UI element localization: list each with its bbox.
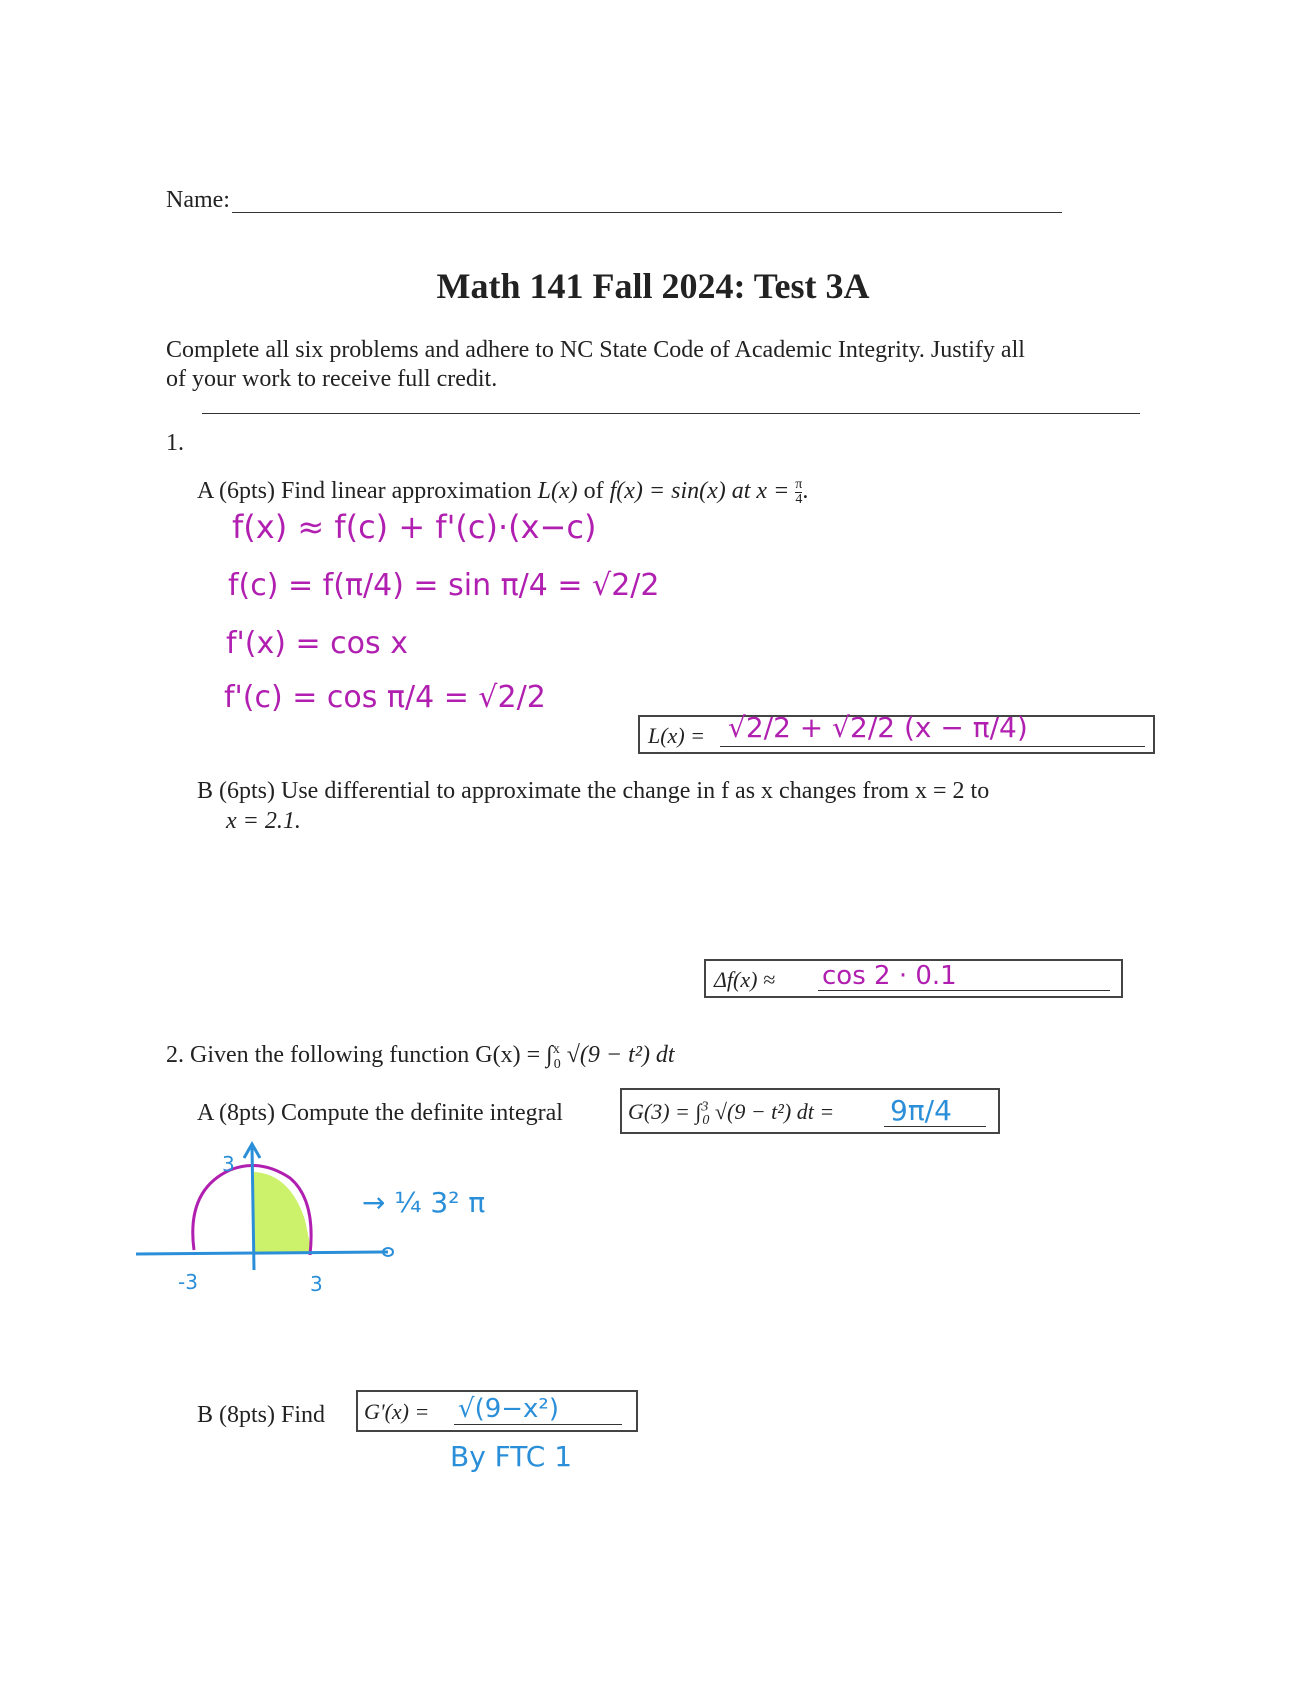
problem-1-number: 1. (166, 430, 184, 456)
answer-box-1b[interactable] (704, 959, 1123, 998)
problem-2a-prompt: A (8pts) Compute the definite integral (197, 1100, 563, 1126)
work-line-3: f'(x) = cos x (226, 626, 408, 661)
sketch-note: → ¼ 3² π (362, 1186, 486, 1219)
x-axis (136, 1252, 388, 1254)
answer-box-2b[interactable] (356, 1390, 638, 1432)
answer-label-1b: Δf(x) ≈ (714, 967, 776, 992)
divider (202, 413, 1140, 414)
answer-box-1a[interactable] (638, 711, 1155, 754)
answer-2b-note: By FTC 1 (450, 1440, 573, 1473)
y-axis (252, 1146, 254, 1270)
name-label: Name: (166, 187, 230, 213)
sketch-label-left: -3 (178, 1270, 198, 1294)
answer-1b: cos 2 · 0.1 (822, 961, 957, 991)
instructions-line-1: Complete all six problems and adhere to NC State Code of Academic Integrity. Justify all (166, 337, 1025, 363)
name-field[interactable] (232, 212, 1062, 213)
answer-2a: 9π/4 (890, 1094, 952, 1127)
answer-label-2b: G'(x) = (364, 1399, 430, 1424)
sketch-label-top: 3 (222, 1152, 235, 1176)
answer-label-2a: G(3) = ∫$^3_0$ √(9 − t²) dt = (628, 1099, 835, 1129)
shaded-region (254, 1172, 312, 1254)
sketch-label-right: 3 (310, 1272, 323, 1296)
problem-1b-prompt-line-2: x = 2.1. (226, 808, 301, 834)
problem-2-prompt: 2. Given the following function G(x) = ∫$^x_0$ √(9 − t²) dt (166, 1042, 675, 1072)
answer-label-1a: L(x) = (648, 723, 705, 748)
problem-1b-prompt-line-1: B (6pts) Use differential to approximate the change in f as x changes from x = 2 to (197, 778, 990, 804)
answer-1a: √2/2 + √2/2 (x − π/4) (728, 711, 1028, 744)
answer-2b: √(9−x²) (458, 1394, 559, 1424)
problem-2b-prompt: B (8pts) Find (197, 1402, 326, 1428)
work-line-4: f'(c) = cos π/4 = √2/2 (224, 680, 546, 715)
page-title: Math 141 Fall 2024: Test 3A (436, 266, 870, 306)
work-line-1: f(x) ≈ f(c) + f'(c)·(x−c) (232, 508, 597, 546)
answer-box-2a[interactable] (620, 1088, 1000, 1134)
instructions-line-2: of your work to receive full credit. (166, 366, 498, 392)
problem-1a-prompt: A (6pts) Find linear approximation L(x) of f(x) = sin(x) at x = $\frac{\pi}{4}$ . (197, 476, 809, 507)
work-line-2: f(c) = f(π/4) = sin π/4 = √2/2 (228, 568, 660, 603)
